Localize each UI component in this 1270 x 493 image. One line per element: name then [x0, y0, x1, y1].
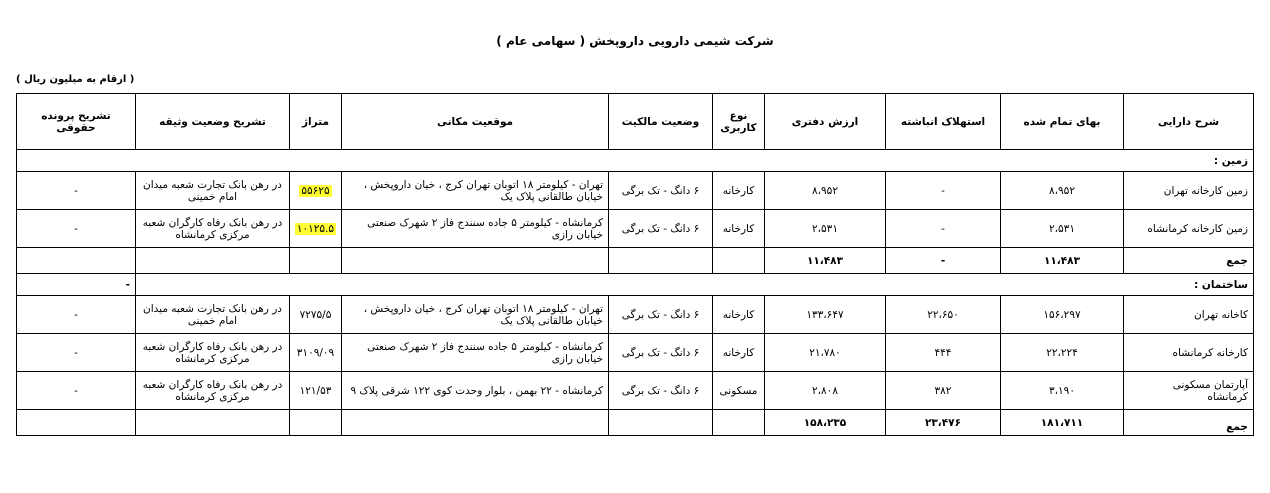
total-book: ۱۵۸،۲۳۵	[765, 410, 886, 436]
page-title: شرکت شیمی دارویی داروپخش ( سهامی عام )	[496, 34, 774, 48]
header-depr: استهلاک انباشته	[886, 94, 1001, 150]
header-location: موقعیت مکانی	[342, 94, 609, 150]
header-collateral: تشریح وضعیت وثیقه	[136, 94, 290, 150]
header-use-type: نوع کاربری	[713, 94, 765, 150]
cell-area	[290, 210, 342, 248]
empty-cell	[290, 410, 342, 436]
empty-cell	[342, 248, 609, 274]
cell-location: کرمانشاه - کیلومتر ۵ جاده سنندج فاز ۲ شهرک صنعتی خیابان رازی	[342, 334, 609, 372]
cell-book: ۲۱،۷۸۰	[765, 334, 886, 372]
cell-collateral: در رهن بانک رفاه کارگران شعبه مرکزی کرمانشاه	[136, 372, 290, 410]
table-row	[17, 210, 1254, 248]
cell-cost: ۲،۵۳۱	[1001, 210, 1124, 248]
section-label-building: ساختمان :	[136, 274, 1254, 296]
cell-area: ۳۱۰۹/۰۹	[290, 334, 342, 372]
table-row	[17, 296, 1254, 334]
cell-legal: -	[17, 296, 136, 334]
cell-location: تهران - کیلومتر ۱۸ اتوبان تهران کرج ، خیان داروپخش ، خیابان طالقانی پلاک یک	[342, 296, 609, 334]
cell-depr: -	[886, 210, 1001, 248]
area-highlight: ۱۰۱۲۵.۵	[296, 222, 334, 235]
cell-use-type: کارخانه	[713, 210, 765, 248]
cell-area: ۷۲۷۵/۵	[290, 296, 342, 334]
empty-cell	[136, 248, 290, 274]
header-book: ارزش دفتری	[765, 94, 886, 150]
cell-desc: کاخانه تهران	[1124, 296, 1254, 334]
total-row-land	[17, 248, 1254, 274]
header-ownership: وضعیت مالکیت	[609, 94, 713, 150]
empty-cell	[17, 248, 136, 274]
cell-use-type: کارخانه	[713, 296, 765, 334]
cell-collateral: در رهن بانک تجارت شعبه میدان امام خمینی	[136, 172, 290, 210]
cell-book: ۲،۵۳۱	[765, 210, 886, 248]
cell-depr: ۴۴۴	[886, 334, 1001, 372]
empty-cell	[609, 248, 713, 274]
total-row-building	[17, 410, 1254, 436]
cell-cost: ۲۲،۲۲۴	[1001, 334, 1124, 372]
cell-depr: ۲۲،۶۵۰	[886, 296, 1001, 334]
table-row	[17, 334, 1254, 372]
cell-use-type: کارخانه	[713, 334, 765, 372]
total-label: جمع	[1124, 410, 1254, 436]
header-cost: بهای تمام شده	[1001, 94, 1124, 150]
cell-desc: زمین کارخانه کرمانشاه	[1124, 210, 1254, 248]
empty-cell	[290, 248, 342, 274]
cell-depr: -	[886, 172, 1001, 210]
cell-legal: -	[17, 372, 136, 410]
total-depr: ۲۳،۴۷۶	[886, 410, 1001, 436]
empty-cell	[609, 410, 713, 436]
cell-cost: ۸،۹۵۲	[1001, 172, 1124, 210]
total-cost: ۱۸۱،۷۱۱	[1001, 410, 1124, 436]
cell-location: تهران - کیلومتر ۱۸ اتوبان تهران کرج ، خیان داروپخش ، خیابان طالقانی پلاک یک	[342, 172, 609, 210]
total-depr: -	[886, 248, 1001, 274]
section-row-building	[17, 274, 1254, 296]
header-area: متراژ	[290, 94, 342, 150]
cell-ownership: ۶ دانگ - تک برگی	[609, 334, 713, 372]
cell-cost: ۳،۱۹۰	[1001, 372, 1124, 410]
cell-area: ۱۲۱/۵۳	[290, 372, 342, 410]
unit-note: ( ارقام به میلیون ریال )	[16, 74, 135, 85]
cell-book: ۱۳۳،۶۴۷	[765, 296, 886, 334]
cell-desc: زمین کارخانه تهران	[1124, 172, 1254, 210]
cell-desc: آپارتمان مسکونی کرمانشاه	[1124, 372, 1254, 410]
header-legal: تشریح پرونده حقوقی	[17, 94, 136, 150]
table-row	[17, 172, 1254, 210]
empty-cell	[342, 410, 609, 436]
empty-cell	[713, 410, 765, 436]
cell-book: ۲،۸۰۸	[765, 372, 886, 410]
cell-legal: -	[17, 172, 136, 210]
cell-depr: ۳۸۲	[886, 372, 1001, 410]
total-book: ۱۱،۴۸۳	[765, 248, 886, 274]
cell-ownership: ۶ دانگ - تک برگی	[609, 172, 713, 210]
total-cost: ۱۱،۴۸۳	[1001, 248, 1124, 274]
cell-location: کرمانشاه - کیلومتر ۵ جاده سنندج فاز ۲ شهرک صنعتی خیابان رازی	[342, 210, 609, 248]
header-desc: شرح دارایی	[1124, 94, 1254, 150]
cell-ownership: ۶ دانگ - تک برگی	[609, 210, 713, 248]
section-row-land	[17, 150, 1254, 172]
empty-cell	[17, 410, 136, 436]
area-highlight: ۵۵۶۲۵	[301, 184, 330, 197]
section-legal-building: -	[17, 274, 136, 296]
section-label-land: زمین :	[17, 150, 1254, 172]
cell-cost: ۱۵۶،۲۹۷	[1001, 296, 1124, 334]
total-label: جمع	[1124, 248, 1254, 274]
cell-legal: -	[17, 334, 136, 372]
cell-ownership: ۶ دانگ - تک برگی	[609, 296, 713, 334]
cell-use-type: مسکونی	[713, 372, 765, 410]
empty-cell	[713, 248, 765, 274]
cell-book: ۸،۹۵۲	[765, 172, 886, 210]
cell-legal: -	[17, 210, 136, 248]
cell-area	[290, 172, 342, 210]
cell-use-type: کارخانه	[713, 172, 765, 210]
empty-cell	[136, 410, 290, 436]
cell-desc: کارخانه کرمانشاه	[1124, 334, 1254, 372]
cell-collateral: در رهن بانک رفاه کارگران شعبه مرکزی کرمانشاه	[136, 334, 290, 372]
cell-collateral: در رهن بانک رفاه کارگران شعبه مرکزی کرمانشاه	[136, 210, 290, 248]
cell-location: کرمانشاه - ۲۲ بهمن ، بلوار وحدت کوی ۱۲۲ شرقی پلاک ۹	[342, 372, 609, 410]
table-row	[17, 372, 1254, 410]
cell-collateral: در رهن بانک تجارت شعبه میدان امام خمینی	[136, 296, 290, 334]
header-row	[17, 94, 1254, 150]
cell-ownership: ۶ دانگ - تک برگی	[609, 372, 713, 410]
assets-table	[16, 93, 1254, 436]
